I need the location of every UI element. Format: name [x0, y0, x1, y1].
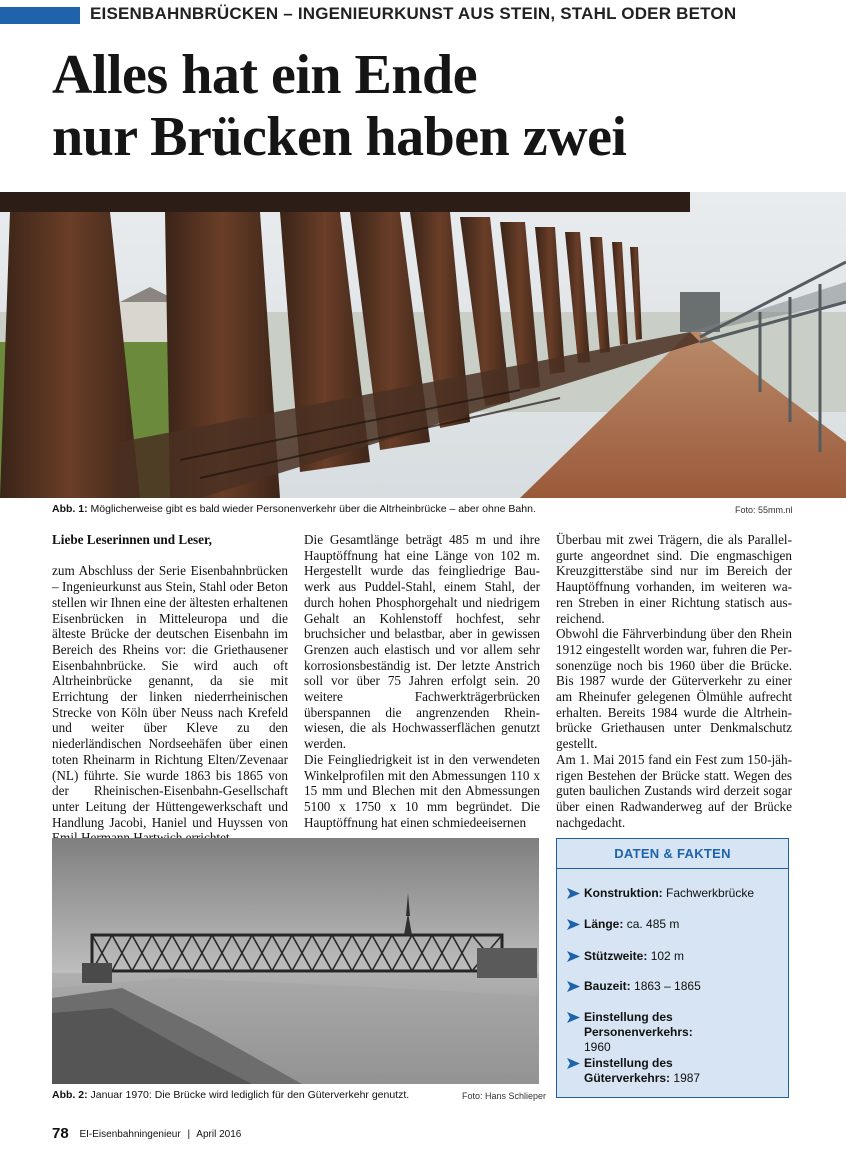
figure-2-credit: Foto: Hans Schlieper [462, 1091, 547, 1101]
article-paragraph: zum Abschluss der Serie Eisenbahnbrücken – Ingenieurkunst aus Stein, Stahl oder Beton stellen wir Ihnen eine der ältesten erhaltenen Eisenbrücken in Mitteleuropa und die älteste Brücke der deutschen Eisenbahn im Bereich des Rheins vor: die Griethausener Eisenbahnbrücke. Sie wird auch oft Altrheinbrücke genannt, da sie mit Errichtung der linken niederrheinischen Strecke von Köln über Neuss nach Krefeld und weiter über Kleve zu den niederländischen Nordseehäfen über einen toten Rheinarm in Richtung Elten/Zevenaar (NL) führte. Sie wurde 1863 bis 1865 von der Rheinischen-Eisenbahn-Gesellschaft unter Leitung der Hüttengewerkschaft und Handlung Jacobi, Haniel und Huyssen von [52, 563, 288, 830]
fact-value: 1863 – 1865 [634, 979, 701, 993]
fact-item [567, 886, 782, 901]
arrow-icon [567, 951, 580, 962]
fact-label: Einstellung des Güterverkehrs: [584, 1056, 673, 1085]
headline-line-1: Alles hat ein Ende [52, 44, 478, 106]
fact-item [567, 1056, 717, 1086]
figure-1-caption [52, 503, 536, 515]
figure-2-caption-text: Januar 1970: Die Brücke wird lediglich für den Güterverkehr genutzt. [90, 1089, 410, 1101]
article-paragraph: Die Gesamtlänge beträgt 485 m und ihre Hauptöffnung hat eine Länge von 102 m. Hergestellt wurde das feingliedrige Bauwerk aus Puddel-Stahl, einem Stahl, der durch hohen Phosphorgehalt und niedrigem Gehalt an Kohlenstoff hochfest, sehr bruchsicher und belastbar, aber in gewissen Grenzen auch elastisch und vor allem sehr korrosionsbeständig ist. Der letzte Anstrich soll vor über 75 Jahren erfolgt sein. 20 weitere Fachwerkträgerbrücken überspannen die angrenzenden Rheinwiesen, die als Hochwasserflächen genutzt werden. [304, 532, 540, 752]
section-kicker: EISENBAHNBRÜCKEN – INGENIEURKUNST AUS STEIN, STAHL ODER BETON [90, 4, 737, 23]
figure-2-caption [52, 1089, 409, 1101]
arrow-icon [567, 1058, 580, 1069]
page-footer [52, 1125, 241, 1142]
article-column-3 [556, 532, 792, 830]
figure-1-label: Abb. 1: [52, 503, 88, 515]
magazine-name: EI-Eisenbahningenieur [79, 1129, 181, 1140]
page-number: 78 [52, 1125, 69, 1142]
figure-1-caption-text: Möglicherweise gibt es bald wieder Personenverkehr über die Altrheinbrücke – aber ohne Bahn. [90, 503, 536, 515]
bridge-photo [0, 192, 846, 498]
kicker-accent-bar [0, 7, 80, 24]
fact-label: Bauzeit: [584, 979, 631, 993]
fact-value: 102 m [650, 949, 685, 963]
fact-label: Einstellung des Personenverkehrs: [584, 1010, 693, 1039]
fact-label: Konstruktion: [584, 886, 663, 900]
figure-1-credit: Foto: 55mm.nl [735, 505, 793, 515]
arrow-icon [567, 919, 580, 930]
article-paragraph: Obwohl die Fährverbindung über den Rhein 1912 eingestellt worden war, fuhren die Personenzüge noch bis 1960 über die Brücke. Bis 1987 wurde der Güterverkehr zu einer am Rheinufer gelegenen Ölmühle aufrecht erhalten. Bereits 1984 wurde die Altrheinbrücke Griethausen unter Denkmalschutz gestellt. [556, 626, 792, 752]
article-paragraph: Überbau mit zwei Trägern, die als Parallelgurte angeordnet sind. Die engmaschigen Kreuzgitterstäbe sind nur im Bereich der Hauptöffnung vorhanden, im weiteren waren Streben in einer Richtung statisch ausreichend. [556, 532, 792, 626]
figure-2-label: Abb. 2: [52, 1089, 88, 1101]
fact-item [567, 1010, 717, 1055]
article-column-1 [52, 532, 288, 846]
fact-value: 1960 [584, 1040, 611, 1054]
historic-bridge-photo [52, 838, 539, 1084]
arrow-icon [567, 888, 580, 899]
article-column-2 [304, 532, 540, 830]
fact-value: 1987 [673, 1071, 701, 1085]
fact-value: ca. 485 m [626, 917, 680, 931]
arrow-icon [567, 981, 580, 992]
facts-title: DATEN & FAKTEN [557, 839, 788, 869]
arrow-icon [567, 1012, 580, 1023]
issue-date: April 2016 [196, 1129, 242, 1140]
fact-item [567, 917, 782, 932]
fact-label: Länge: [584, 917, 624, 931]
fact-label: Stützweite: [584, 949, 648, 963]
fact-item [567, 979, 782, 994]
salutation: Liebe Leserinnen und Leser, [52, 532, 212, 547]
article-paragraph: Am 1. Mai 2015 fand ein Fest zum 150-jährigen Bestehen der Brücke statt. Wegen des guten baulichen Zustands wird derzeit sogar über einen Radwanderweg auf der Brücke nachgedacht. [556, 751, 792, 830]
fact-value: Fachwerkbrücke [666, 886, 755, 900]
fact-item [567, 949, 782, 964]
headline-line-2: nur Brücken haben zwei [52, 106, 627, 168]
headline [52, 44, 626, 168]
facts-box [556, 838, 789, 1098]
article-paragraph: Die Feingliedrigkeit ist in den verwendeten Winkelprofilen mit den Abmessungen 110 x 15 mm und Blechen mit den Abmessungen 5100 x 1750 x 10 mm begründet. Die Hauptöffnung hat einen schmiedeeisernen [304, 751, 540, 830]
footer-separator: | [187, 1129, 191, 1140]
